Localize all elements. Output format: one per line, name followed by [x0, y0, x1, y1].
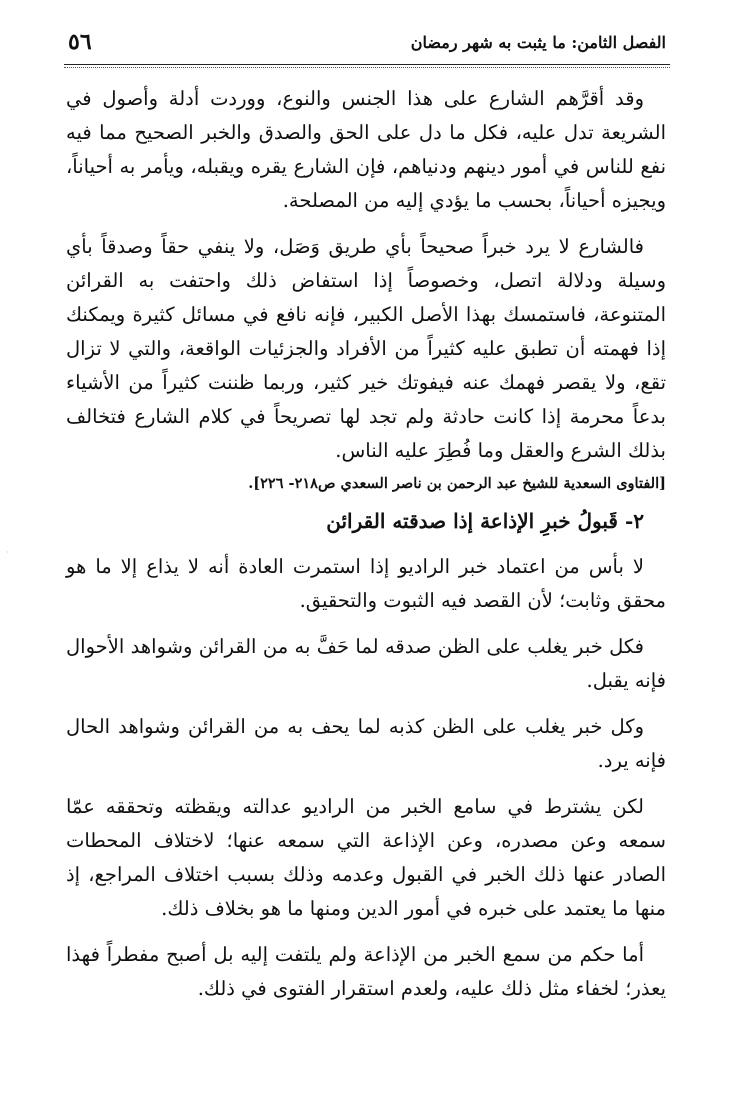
source-citation: [الفتاوى السعدية للشيخ عبد الرحمن بن ناصر السعدي ص٢١٨- ٢٢٦].	[248, 475, 666, 492]
page-header	[68, 28, 666, 64]
paragraph-2: فالشارع لا يرد خبراً صحيحاً بأي طريق وَصَل، ولا ينفي حقاً وصدقاً بأي وسيلة ودلالة اتصل، وخصوصاً إذا استفاض ذلك واحتفت به القرائن المتنوعة، فاستمسك بهذا الأصل الكبير، فإنه نافع في مسائل كثيرة ويمكنك إذا فهمته أن تطبق عليه كثيراً من الأفراد والجزئيات الواقعة، والتي لا تزال تقع، ولا يقصر فهمك عنه فيفوتك خير كثير، وربما ظننت كثيراً من الأشياء بدعاً محرمة إذا كانت حادثة ولم تجد لها تصريحاً في كلام الشارع فتخالف بذلك الشرع والعقل وما فُطِرَ عليه الناس.	[66, 235, 666, 462]
paragraph-5: وكل خبر يغلب على الظن كذبه لما يحف به من القرائن وشواهد الحال فإنه يرد.	[66, 715, 666, 772]
paragraph-3: لا بأس من اعتماد خبر الراديو إذا استمرت العادة أنه لا يذاع إلا ما هو محقق وثابت؛ لأن القصد فيه الثبوت والتحقيق.	[66, 555, 666, 612]
page-number: ٥٦	[68, 29, 92, 55]
paragraph-4: فكل خبر يغلب على الظن صدقه لما حَفَّ به من القرائن وشواهد الأحوال فإنه يقبل.	[66, 635, 666, 692]
header-rule-dotted	[64, 67, 670, 68]
chapter-title: الفصل الثامن: ما يثبت به شهر رمضان	[410, 33, 666, 52]
header-rule	[64, 64, 670, 65]
section-heading: ٢- قَبولُ خبرِ الإذاعة إذا صدقته القرائن	[326, 509, 644, 533]
paragraph-6: لكن يشترط في سامع الخبر من الراديو عدالته ويقظته وتحققه عمّا سمعه وعن مصدره، وعن الإذاعة التي سمعه عنها؛ لاختلاف المحطات الصادر عنها ذلك الخبر في القبول وعدمه وذلك بسبب اختلاف المراجع، إذ منها ما يعتمد على خبره في أمور الدين ومنها ما هو بخلاف ذلك.	[66, 795, 666, 920]
paragraph-1: وقد أقرَّهم الشارع على هذا الجنس والنوع، ووردت أدلة وأصول في الشريعة تدل عليه، فكل ما دل على الحق والصدق والخبر الصحيح مما فيه نفع للناس في أمور دينهم ودنياهم، فإن الشارع يقره ويقبله، ويأمر به أحياناً، ويجيزه أحياناً، بحسب ما يؤدي إليه من المصلحة.	[66, 87, 666, 212]
page-body	[66, 82, 666, 1018]
margin-speck: ·	[6, 548, 9, 557]
paragraph-7: أما حكم من سمع الخبر من الإذاعة ولم يلتفت إليه بل أصبح مفطراً فهذا يعذر؛ لخفاء مثل ذلك عليه، ولعدم استقرار الفتوى في ذلك.	[66, 943, 666, 1000]
